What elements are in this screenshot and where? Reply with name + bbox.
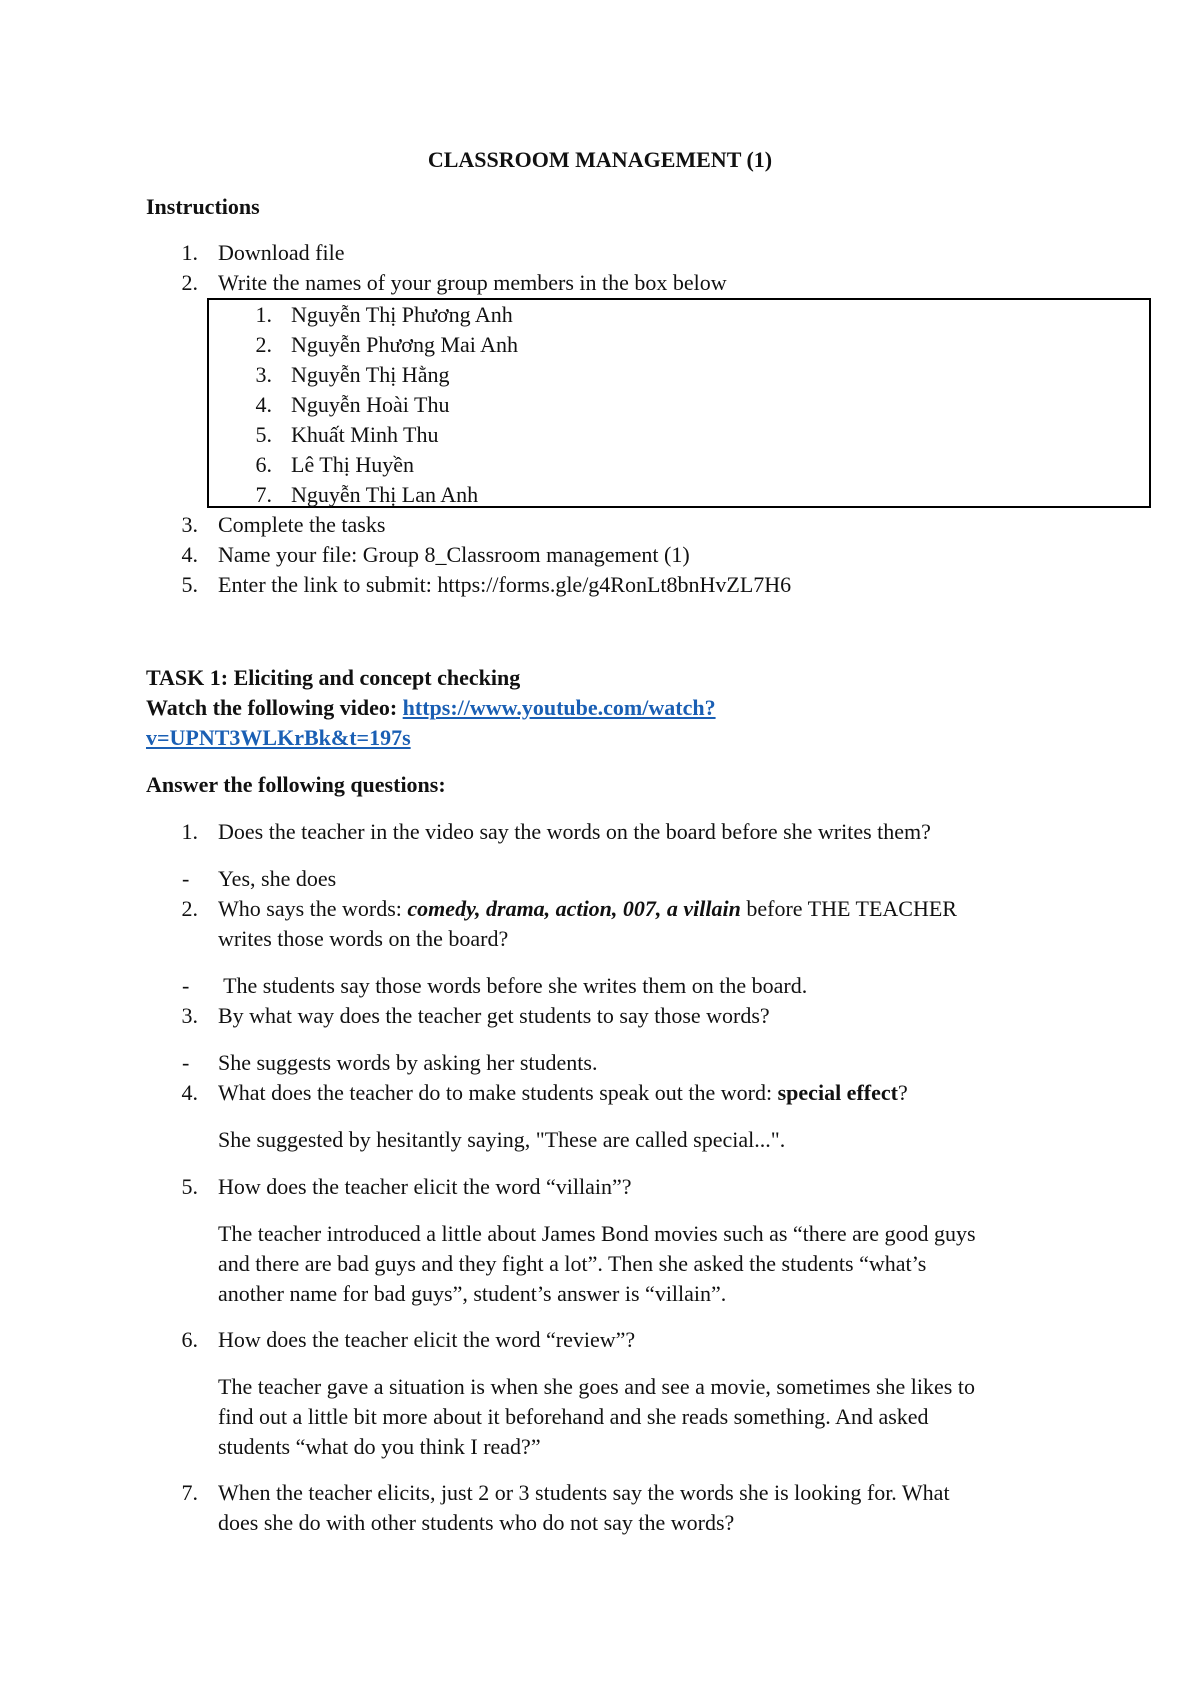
answer-text: The students say those words before she writes them on the board.: [218, 973, 808, 998]
member-number: 7.: [255, 482, 272, 507]
question-text-continued: writes those words on the board?: [218, 926, 509, 951]
question-text: By what way does the teacher get students to say those words?: [218, 1003, 770, 1028]
answer-line: The teacher gave a situation is when she goes and see a movie, sometimes she likes to: [218, 1374, 975, 1399]
question-text-continued: does she do with other students who do not say the words?: [218, 1510, 735, 1535]
answer-line: The teacher introduced a little about James Bond movies such as “there are good guys: [218, 1221, 976, 1246]
member-name: Khuất Minh Thu: [291, 422, 439, 447]
question-number: 5.: [181, 1174, 198, 1199]
question-number: 3.: [181, 1003, 198, 1028]
answer-line: find out a little bit more about it beforehand and she reads something. And asked: [218, 1404, 929, 1429]
video-link[interactable]: https://www.youtube.com/watch?: [402, 695, 716, 720]
member-name: Nguyễn Thị Phương Anh: [291, 302, 513, 327]
video-link-continued[interactable]: v=UPNT3WLKrBk&t=197s: [146, 725, 411, 750]
member-name: Nguyễn Thị Lan Anh: [291, 482, 479, 507]
step-number: 3.: [181, 512, 198, 537]
answer-line: students “what do you think I read?”: [218, 1434, 541, 1459]
member-number: 2.: [255, 332, 272, 357]
step-text: Write the names of your group members in the box below: [218, 270, 727, 295]
answer-line: another name for bad guys”, student’s answer is “villain”.: [218, 1281, 727, 1306]
member-name: Nguyễn Phương Mai Anh: [291, 332, 519, 357]
emphasized-words: comedy, drama, action, 007, a villain: [407, 896, 741, 921]
step-number: 4.: [181, 542, 198, 567]
question-number: 1.: [181, 819, 198, 844]
answer-text: Yes, she does: [218, 866, 337, 891]
watch-label: Watch the following video:: [146, 695, 403, 720]
answer-dash: -: [182, 866, 190, 891]
question-text: [218, 1078, 908, 1108]
question-number: 2.: [181, 896, 198, 921]
member-name: Lê Thị Huyền: [291, 452, 415, 477]
page-title: CLASSROOM MANAGEMENT (1): [427, 147, 773, 172]
answer-line: and there are bad guys and they fight a lot”. Then she asked the students “what’s: [218, 1251, 927, 1276]
question-prefix: What does the teacher do to make students speak out the word:: [218, 1080, 778, 1105]
question-text: [218, 894, 957, 924]
step-text: Download file: [218, 240, 345, 265]
emphasized-word: special effect: [777, 1080, 898, 1105]
question-text: Does the teacher in the video say the words on the board before she writes them?: [218, 819, 931, 844]
question-number: 4.: [181, 1080, 198, 1105]
question-text: How does the teacher elicit the word “villain”?: [218, 1174, 632, 1199]
step-number: 2.: [181, 270, 198, 295]
member-number: 4.: [255, 392, 272, 417]
step-text: Name your file: Group 8_Classroom management (1): [218, 542, 690, 567]
member-name: Nguyễn Thị Hằng: [291, 362, 450, 387]
step-text: Complete the tasks: [218, 512, 386, 537]
step-text: Enter the link to submit: https://forms.gle/g4RonLt8bnHvZL7H6: [218, 572, 792, 597]
task1-heading: TASK 1: Eliciting and concept checking: [146, 665, 521, 690]
answer-text: She suggests words by asking her students.: [218, 1050, 598, 1075]
step-number: 5.: [181, 572, 198, 597]
questions-heading: Answer the following questions:: [146, 772, 446, 797]
question-number: 6.: [181, 1327, 198, 1352]
member-number: 3.: [255, 362, 272, 387]
question-suffix: before THE TEACHER: [740, 896, 957, 921]
member-number: 6.: [255, 452, 272, 477]
answer-dash: -: [182, 1050, 190, 1075]
watch-video-line: [146, 693, 716, 723]
question-suffix: ?: [897, 1080, 908, 1105]
member-number: 5.: [255, 422, 272, 447]
answer-dash: -: [182, 973, 190, 998]
instructions-heading: Instructions: [146, 194, 260, 219]
question-prefix: Who says the words:: [218, 896, 408, 921]
question-text: How does the teacher elicit the word “review”?: [218, 1327, 636, 1352]
member-name: Nguyễn Hoài Thu: [291, 392, 450, 417]
question-number: 7.: [181, 1480, 198, 1505]
question-text: When the teacher elicits, just 2 or 3 students say the words she is looking for. What: [218, 1480, 950, 1505]
answer-text: She suggested by hesitantly saying, "These are called special...".: [218, 1127, 786, 1152]
member-number: 1.: [255, 302, 272, 327]
step-number: 1.: [181, 240, 198, 265]
